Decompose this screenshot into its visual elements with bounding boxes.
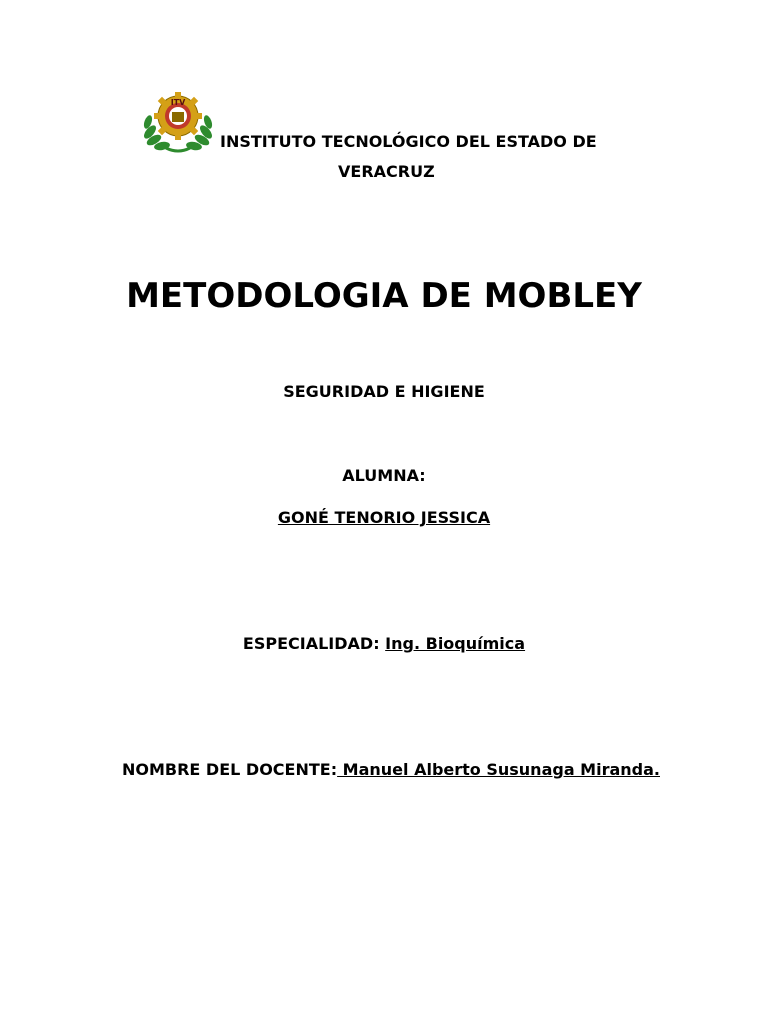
teacher-value: Manuel Alberto Susunaga Miranda.: [337, 760, 660, 779]
teacher-line: [122, 760, 660, 779]
student-label: ALUMNA:: [342, 466, 426, 485]
specialty-value: Ing. Bioquímica: [385, 634, 526, 653]
specialty-line: [0, 634, 768, 653]
teacher-label: NOMBRE DEL DOCENTE:: [122, 760, 338, 779]
document-title: METODOLOGIA DE MOBLEY: [126, 276, 642, 316]
subject-name: SEGURIDAD E HIGIENE: [283, 382, 485, 401]
student-name: GONÉ TENORIO JESSICA: [277, 508, 491, 527]
institute-name-line2: VERACRUZ: [338, 162, 435, 181]
logo-emblem-text: ITV: [170, 98, 186, 107]
institute-logo: [140, 88, 216, 154]
specialty-label: ESPECIALIDAD:: [242, 634, 386, 653]
institute-name-line1: INSTITUTO TECNOLÓGICO DEL ESTADO DE: [220, 132, 597, 151]
